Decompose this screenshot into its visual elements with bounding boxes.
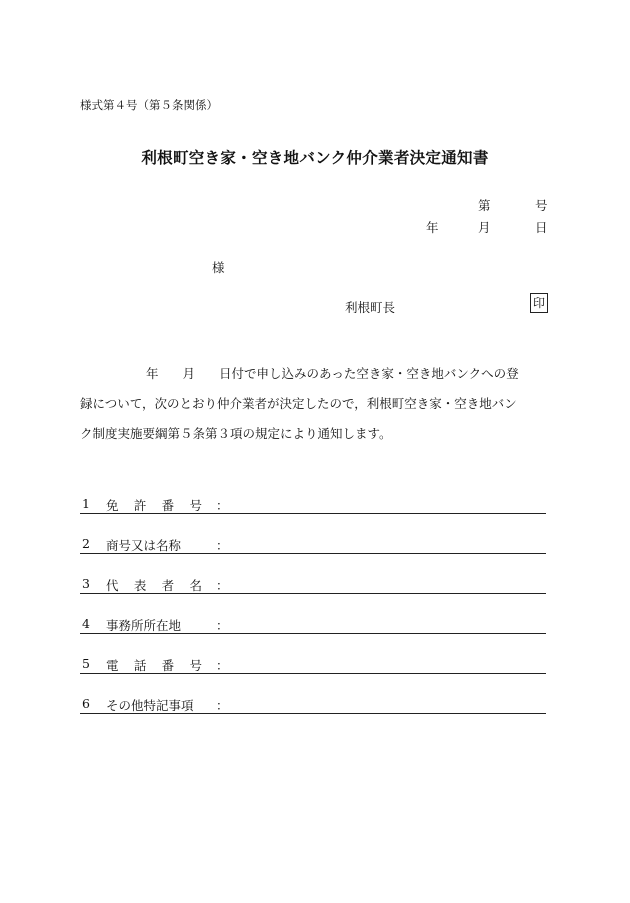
field-label: 商号又は名称 bbox=[106, 538, 182, 553]
field-label-char: 話 bbox=[133, 658, 147, 673]
field-row-trade-name bbox=[80, 536, 546, 554]
body-line-2: 録について，次のとおり仲介業者が決定したので，利根町空き家・空き地バン bbox=[80, 396, 517, 411]
field-label-char: 者 bbox=[161, 578, 175, 593]
field-number: 6 bbox=[82, 696, 90, 711]
field-number: 2 bbox=[82, 536, 90, 551]
field-colon: ： bbox=[216, 658, 229, 673]
issue-number-label: 第 bbox=[478, 198, 491, 213]
date-year-label: 年 bbox=[426, 220, 439, 235]
field-colon: ： bbox=[216, 618, 229, 633]
body-line-1 bbox=[80, 359, 550, 389]
field-row-representative-name bbox=[80, 576, 546, 594]
field-row-phone-number bbox=[80, 656, 546, 674]
field-label-char: 番 bbox=[161, 498, 175, 513]
field-label-char: 号 bbox=[189, 658, 202, 673]
date-month-label: 月 bbox=[478, 220, 491, 235]
field-label-char: 名 bbox=[189, 578, 202, 593]
field-label bbox=[106, 496, 202, 514]
body-line-3: ク制度実施要綱第５条第３項の規定により通知します。 bbox=[80, 426, 392, 441]
field-label-char: 番 bbox=[161, 658, 175, 673]
date-day-label: 日 bbox=[535, 220, 548, 235]
field-label-char: 電 bbox=[106, 658, 119, 673]
field-label bbox=[106, 576, 202, 594]
field-row-office-address bbox=[80, 616, 546, 634]
field-colon: ： bbox=[216, 498, 229, 513]
field-label-char: 号 bbox=[189, 498, 202, 513]
body-paragraph bbox=[80, 359, 550, 449]
issuer-name: 利根町長 bbox=[345, 300, 396, 315]
field-label: 事務所所在地 bbox=[106, 618, 182, 633]
field-colon: ： bbox=[216, 578, 229, 593]
field-row-other-notes bbox=[80, 696, 546, 714]
field-label bbox=[106, 656, 202, 674]
field-number: 3 bbox=[82, 576, 90, 591]
field-label-char: 代 bbox=[106, 578, 119, 593]
addressee-suffix: 様 bbox=[212, 260, 225, 275]
field-label-char: 表 bbox=[133, 578, 147, 593]
field-colon: ： bbox=[216, 538, 229, 553]
body-year-label: 年 bbox=[146, 366, 159, 381]
issue-number-suffix: 号 bbox=[535, 198, 548, 213]
field-number: 1 bbox=[82, 496, 90, 511]
field-label: その他特記事項 bbox=[106, 698, 194, 713]
body-line-1-text: 日付で申し込みのあった空き家・空き地バンクへの登 bbox=[219, 366, 519, 381]
seal-mark: 印 bbox=[530, 293, 548, 313]
field-label-char: 免 bbox=[106, 498, 119, 513]
body-month-label: 月 bbox=[182, 366, 196, 381]
field-row-license-number bbox=[80, 496, 546, 514]
field-label-char: 許 bbox=[133, 498, 147, 513]
field-colon: ： bbox=[216, 698, 229, 713]
field-number: 4 bbox=[82, 616, 90, 631]
document-title: 利根町空き家・空き地バンク仲介業者決定通知書 bbox=[141, 148, 489, 167]
field-number: 5 bbox=[82, 656, 90, 671]
form-number: 様式第４号（第５条関係） bbox=[80, 98, 218, 112]
